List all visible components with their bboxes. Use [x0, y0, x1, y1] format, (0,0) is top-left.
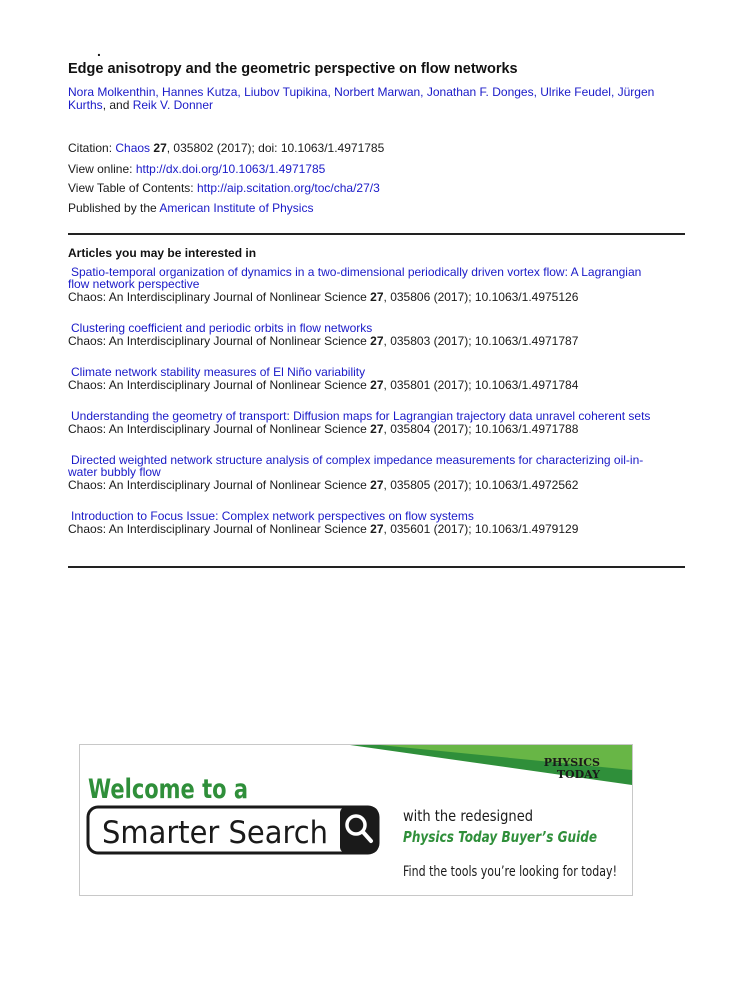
journal-link[interactable]: Chaos [115, 141, 151, 155]
related-article-citation: Chaos: An Interdisciplinary Journal of Nonlinear Science 27, 035804 (2017); 10.1063/1.4971788 [68, 422, 579, 436]
author-line-2 [68, 99, 688, 112]
related-article-citation: Chaos: An Interdisciplinary Journal of Nonlinear Science 27, 035805 (2017); 10.1063/1.4972562 [68, 478, 579, 492]
related-article-citation: Chaos: An Interdisciplinary Journal of Nonlinear Science 27, 035801 (2017); 10.1063/1.4971784 [68, 378, 579, 392]
view-online-link[interactable]: http://dx.doi.org/10.1063/1.4971785 [135, 162, 326, 176]
citation-line [68, 141, 384, 155]
citation-volume: 27 [153, 141, 167, 155]
article-title: Edge anisotropy and the geometric perspective on flow networks [68, 61, 518, 77]
related-article-title[interactable]: Directed weighted network structure analysis of complex impedance measurements for characterizing oil-in- water bubbly flow [68, 453, 644, 479]
view-toc-link[interactable]: http://aip.scitation.org/toc/cha/27/3 [196, 181, 380, 195]
citation-rest: , 035802 (2017); doi: 10.1063/1.4971785 [166, 141, 385, 155]
published-label: Published by the [68, 201, 160, 215]
related-article-title[interactable]: Understanding the geometry of transport: Diffusion maps for Lagrangian trajectory data unravel coherent sets [71, 409, 651, 423]
author-kurths[interactable]: Kurths [68, 98, 103, 112]
related-article [68, 410, 680, 435]
ad-tagline-3: Find the tools you’re looking for today! [403, 864, 617, 880]
divider-bottom [68, 566, 685, 568]
publisher-link[interactable]: American Institute of Physics [159, 201, 314, 215]
related-article [68, 454, 680, 491]
divider-top [68, 233, 685, 235]
ad-brand-line2: TODAY [556, 768, 600, 781]
view-online-label: View online: [68, 162, 136, 176]
published-line [68, 201, 313, 215]
related-article [68, 510, 680, 535]
author-line-1[interactable]: Nora Molkenthin, Hannes Kutza, Liubov Tupikina, Norbert Marwan, Jonathan F. Donges, Ulrike Feudel, Jürgen [68, 85, 655, 99]
view-online-line [68, 162, 325, 176]
related-article-citation: Chaos: An Interdisciplinary Journal of Nonlinear Science 27, 035601 (2017); 10.1063/1.4979129 [68, 522, 579, 536]
physics-today-ad-banner[interactable] [79, 744, 633, 896]
articles-heading: Articles you may be interested in [68, 246, 257, 260]
author-list [68, 86, 688, 112]
view-toc-label: View Table of Contents: [68, 181, 197, 195]
related-article-title[interactable]: Spatio-temporal organization of dynamics in a two-dimensional periodically driven vortex flow: A Lagrangian flow network perspective [68, 265, 642, 291]
ad-welcome-text: Welcome to a [88, 774, 248, 805]
ad-brand-line1: PHYSICS [543, 756, 600, 769]
related-article [68, 366, 680, 391]
related-article-title[interactable]: Climate network stability measures of El Niño variability [71, 365, 366, 379]
citation-label: Citation: [68, 141, 116, 155]
related-article [68, 266, 680, 303]
related-article-citation: Chaos: An Interdisciplinary Journal of Nonlinear Science 27, 035803 (2017); 10.1063/1.4971787 [68, 334, 579, 348]
related-article-title[interactable]: Clustering coefficient and periodic orbits in flow networks [71, 321, 373, 335]
author-separator: , and [102, 98, 133, 112]
view-toc-line [68, 181, 380, 195]
magnifier-icon [340, 807, 378, 853]
related-article-title[interactable]: Introduction to Focus Issue: Complex network perspectives on flow systems [71, 509, 474, 523]
related-article-citation: Chaos: An Interdisciplinary Journal of Nonlinear Science 27, 035806 (2017); 10.1063/1.4975126 [68, 290, 579, 304]
header-dot: . [97, 43, 101, 59]
author-donner[interactable]: Reik V. Donner [132, 98, 213, 112]
ad-search-text: Smarter Search [102, 815, 328, 851]
related-article [68, 322, 680, 347]
ad-tagline-2: Physics Today Buyer’s Guide [403, 828, 597, 846]
ad-tagline-1: with the redesigned [403, 807, 533, 825]
